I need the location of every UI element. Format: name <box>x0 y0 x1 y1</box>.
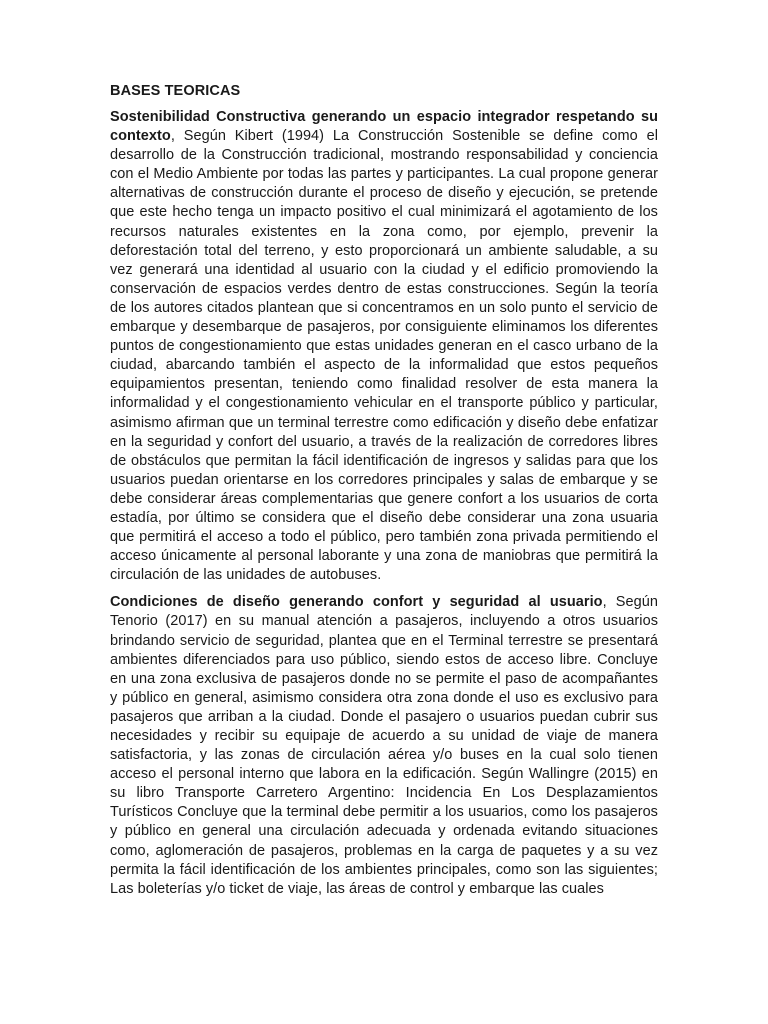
paragraph-body: , Según Kibert (1994) La Construcción Sostenible se define como el desarrollo de la Construcción tradicional, mostrando responsabilidad y conciencia con el Medio Ambiente por todas las partes y participantes. La cual propone generar alternativas de construcción durante el proceso de diseño y ejecución, se pretende que este hecho tenga un impacto positivo el cual minimizará el agotamiento de los recursos naturales existentes en la zona como, por ejemplo, prevenir la deforestación total del terreno, y esto proporcionará un ambiente saludable, a su vez generará una identidad al usuario con la ciudad y el edificio promoviendo la conservación de espacios verdes dentro de estas construcciones. Según la teoría de los autores citados plantean que si concentramos en un solo punto el servicio de embarque y desembarque de pasajeros, por consiguiente eliminamos los diferentes puntos de congestionamiento que estas unidades generan en el casco urbano de la ciudad, abarcando también el aspecto de la informalidad que estos pequeños equipamientos presentan, teniendo como finalidad resolver de esta manera la informalidad y el congestionamiento vehicular en el transporte público y particular, asimismo afirman que un terminal terrestre como edificación y diseño debe enfatizar en la seguridad y confort del usuario, a través de la realización de corredores libres de obstáculos que permitan la fácil identificación de ingresos y salidas para que los usuarios puedan orientarse en los corredores principales y salas de embarque y se debe considerar áreas complementarias que genere confort a los usuarios de corta estadía, por último se considera que el diseño debe considerar una zona usuaria que permitirá el acceso a todo el público, pero también zona privada permitiendo el acceso únicamente al personal laborante y una zona de maniobras que permitirá la circulación de las unidades de autobuses. <box>110 128 658 584</box>
document-page <box>110 82 658 907</box>
paragraph-body: , Según Tenorio (2017) en su manual atención a pasajeros, incluyendo a otros usuarios brindando servicio de seguridad, plantea que en el Terminal terrestre se presentará ambientes diferenciados para uso público, siendo estos de acceso libre. Concluye en una zona exclusiva de pasajeros donde no se permite el paso de acompañantes y público en general, asimismo considera otra zona donde el uso es exclusivo para pasajeros que arriban a la ciudad. Donde el pasajero o usuarios puedan cubrir sus necesidades y recibir su equipaje de acuerdo a su unidad de viaje de manera satisfactoria, y las zonas de circulación aérea y/o buses en la cual solo tienen acceso el personal interno que labora en la edificación. Según Wallingre (2015) en su libro Transporte Carretero Argentino: Incidencia En Los Desplazamientos Turísticos Concluye que la terminal debe permitir a los usuarios, como los pasajeros y público en general una circulación adecuada y ordenada evitando situaciones como, aglomeración de pasajeros, problemas en la carga de paquetes y a su vez permita la fácil identificación de los ambientes principales, como son las siguientes; Las boleterías y/o ticket de viaje, las áreas de control y embarque las cuales <box>110 594 658 897</box>
paragraph-lead: Condiciones de diseño generando confort y seguridad al usuario <box>110 594 603 611</box>
paragraph-sostenibilidad <box>110 108 658 585</box>
section-heading: BASES TEORICAS <box>110 83 241 99</box>
paragraph-lead: Sostenibilidad Constructiva generando un espacio integrador respetando su contexto <box>110 109 658 145</box>
paragraph-condiciones <box>110 593 658 899</box>
